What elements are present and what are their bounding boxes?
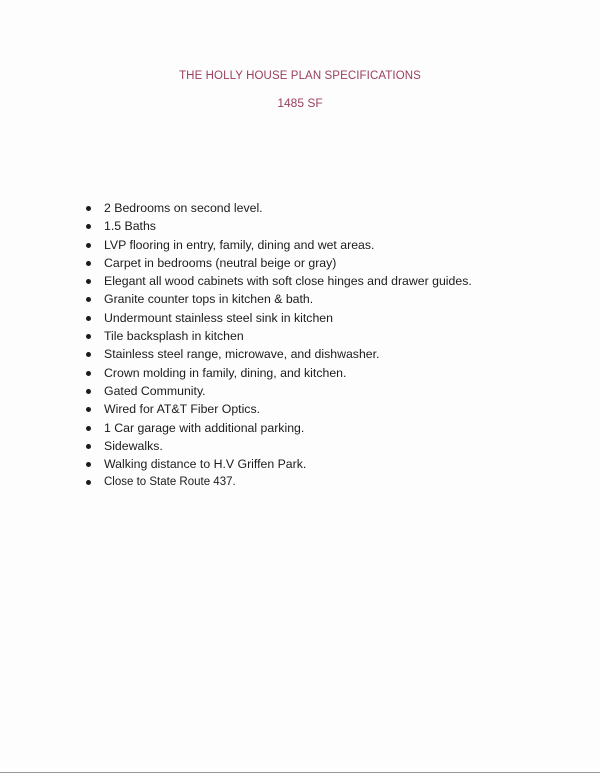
- list-item: [86, 199, 566, 217]
- bullet-icon: [86, 206, 91, 211]
- bullet-icon: [86, 426, 91, 431]
- list-item: [86, 382, 566, 400]
- list-item: [86, 217, 566, 235]
- list-item: [86, 419, 566, 437]
- spec-text: Walking distance to H.V Griffen Park.: [104, 457, 307, 472]
- bullet-icon: [86, 334, 91, 339]
- document-title: THE HOLLY HOUSE PLAN SPECIFICATIONS: [179, 70, 421, 82]
- bullet-icon: [86, 261, 91, 266]
- list-item: [86, 290, 566, 308]
- spec-text: Gated Community.: [104, 383, 206, 398]
- list-item: [86, 437, 566, 455]
- list-item: [86, 345, 566, 363]
- spec-text: Sidewalks.: [104, 438, 163, 453]
- list-item: [86, 455, 566, 473]
- spec-text: Undermount stainless steel sink in kitchen: [104, 310, 333, 325]
- document-subtitle: 1485 SF: [277, 96, 323, 110]
- list-item: [86, 400, 566, 418]
- spec-text: Wired for AT&T Fiber Optics.: [104, 402, 261, 417]
- spec-text: Elegant all wood cabinets with soft close hinges and drawer guides.: [104, 274, 472, 289]
- list-item: [86, 327, 566, 345]
- spec-text: Close to State Route 437.: [104, 476, 236, 489]
- list-item: [86, 236, 566, 254]
- spec-text: Tile backsplash in kitchen: [104, 329, 244, 344]
- bullet-icon: [86, 407, 91, 412]
- bullet-icon: [86, 243, 91, 248]
- spec-text: 1 Car garage with additional parking.: [104, 420, 305, 435]
- bullet-icon: [86, 352, 91, 357]
- bullet-icon: [86, 316, 91, 321]
- bullet-icon: [86, 389, 91, 394]
- list-item: [86, 272, 566, 290]
- bullet-icon: [86, 480, 91, 485]
- spec-text: 1.5 Baths: [104, 219, 156, 234]
- specifications-list: [86, 199, 566, 492]
- bullet-icon: [86, 371, 91, 376]
- bullet-icon: [86, 444, 91, 449]
- spec-text: Carpet in bedrooms (neutral beige or gray): [104, 255, 337, 270]
- spec-text: Crown molding in family, dining, and kitchen.: [104, 365, 347, 380]
- list-item: [86, 473, 566, 491]
- list-item: [86, 254, 566, 272]
- spec-text: Granite counter tops in kitchen & bath.: [104, 292, 314, 307]
- scan-edge-divider: [0, 772, 600, 773]
- bullet-icon: [86, 279, 91, 284]
- bullet-icon: [86, 297, 91, 302]
- spec-text: Stainless steel range, microwave, and dishwasher.: [104, 347, 380, 362]
- spec-text: LVP flooring in entry, family, dining and wet areas.: [104, 237, 375, 252]
- spec-text: 2 Bedrooms on second level.: [104, 201, 263, 215]
- bullet-icon: [86, 462, 91, 467]
- bullet-icon: [86, 224, 91, 229]
- list-item: [86, 364, 566, 382]
- list-item: [86, 309, 566, 327]
